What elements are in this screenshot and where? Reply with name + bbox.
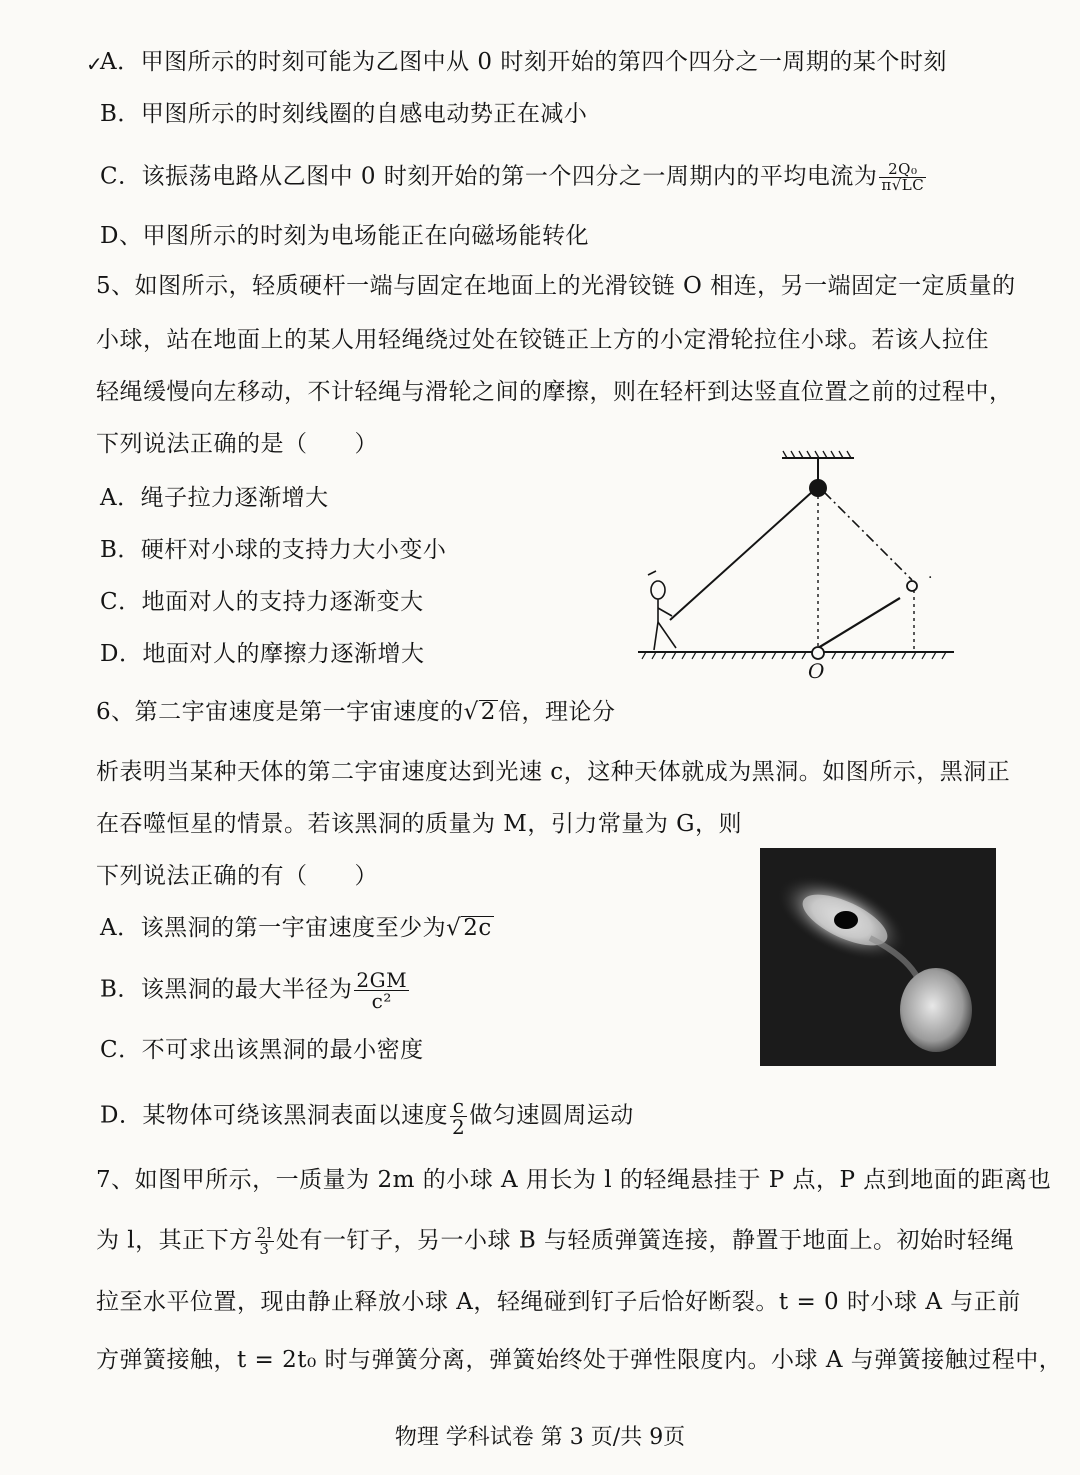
q5-stem-line-2: 小球，站在地面上的某人用轻绳绕过处在铰链正上方的小定滑轮拉住小球。若该人拉住	[96, 327, 989, 353]
q7-stem-line-3: 拉至水平位置，现由静止释放小球 A，轻绳碰到钉子后恰好断裂。t = 0 时小球 A 与正前	[96, 1289, 1021, 1315]
q6-option-b: B．该黑洞的最大半径为 $\frac{2GM}{\text{c²}}$	[100, 968, 408, 1013]
q6-stem-line-1: 6、第二宇宙速度是第一宇宙速度的√2倍，理论分	[96, 699, 616, 725]
q6-option-a: A．该黑洞的第一宇宙速度至少为√2c	[100, 915, 492, 941]
q7-stem-line-2: 为 l，其正下方 $\frac{2l}{3}$ 处有一钉子，另一小球 B 与轻质弹簧连接，静置于地面上。初始时轻绳	[96, 1224, 1015, 1258]
q6-stem-line-4: 下列说法正确的有（ ）	[96, 863, 378, 889]
q7-fraction: $\frac{2l}{3}$	[256, 1224, 273, 1258]
q5-diagram	[632, 450, 962, 682]
q4-option-b: B．甲图所示的时刻线圈的自感电动势正在减小	[100, 101, 588, 127]
check-mark: ✓	[86, 52, 103, 76]
q7-stem-line-1: 7、如图甲所示，一质量为 2m 的小球 A 用长为 l 的轻绳悬挂于 P 点，P 点到地面的距离也	[96, 1167, 1052, 1193]
q5-option-d: D．地面对人的摩擦力逐渐增大	[100, 641, 425, 667]
black-hole-core	[834, 911, 858, 929]
q5-stem-line-4: 下列说法正确的是（ ）	[96, 431, 378, 457]
q5-option-c: C．地面对人的支持力逐渐变大	[100, 589, 424, 615]
q4-option-c: C．该振荡电路从乙图中 0 时刻开始的第一个四分之一周期内的平均电流为 $\frac{\text{2Q₀}}{\pi√LC}$	[100, 160, 925, 194]
q5-option-a: A．绳子拉力逐渐增大	[100, 485, 329, 511]
pulley	[809, 479, 827, 497]
svg-text:·: ·	[928, 570, 933, 586]
q6-option-c: C．不可求出该黑洞的最小密度	[100, 1037, 424, 1063]
q6-d-fraction: $\frac{c}{2}$	[451, 1094, 466, 1139]
q5-stem-line-1: 5、如图所示，轻质硬杆一端与固定在地面上的光滑铰链 O 相连，另一端固定一定质量的	[96, 273, 1016, 299]
star	[900, 968, 972, 1052]
ball	[907, 581, 917, 591]
q6-option-d: D．某物体可绕该黑洞表面以速度 $\frac{c}{2}$ 做匀速圆周运动	[100, 1094, 634, 1139]
black-hole-image	[760, 848, 996, 1066]
q7-stem-line-4: 方弹簧接触，t = 2t₀ 时与弹簧分离，弹簧始终处于弹性限度内。小球 A 与弹簧接触过程中，	[96, 1347, 1063, 1373]
hinge-label: O	[808, 659, 825, 682]
page-footer: 物理 学科试卷 第 3 页/共 9页	[394, 1425, 686, 1450]
q6-stem-line-3: 在吞噬恒星的情景。若该黑洞的质量为 M，引力常量为 G，则	[96, 811, 743, 837]
q4-c-fraction: $\frac{\text{2Q₀}}{\pi√LC}$	[881, 160, 925, 194]
q6-b-fraction: $\frac{2GM}{\text{c²}}$	[356, 968, 408, 1013]
q5-stem-line-3: 轻绳缓慢向左移动，不计轻绳与滑轮之间的摩擦，则在轻杆到达竖直位置之前的过程中，	[96, 379, 1013, 405]
q6-stem-line-2: 析表明当某种天体的第二宇宙速度达到光速 c，这种天体就成为黑洞。如图所示，黑洞正	[96, 759, 1011, 785]
hinge	[812, 647, 824, 659]
q4-option-a: A．甲图所示的时刻可能为乙图中从 0 时刻开始的第四个四分之一周期的某个时刻	[100, 49, 947, 75]
q5-option-b: B．硬杆对小球的支持力大小变小	[100, 537, 447, 563]
person-figure	[648, 571, 676, 650]
q4-option-d: D、甲图所示的时刻为电场能正在向磁场能转化	[100, 223, 589, 249]
